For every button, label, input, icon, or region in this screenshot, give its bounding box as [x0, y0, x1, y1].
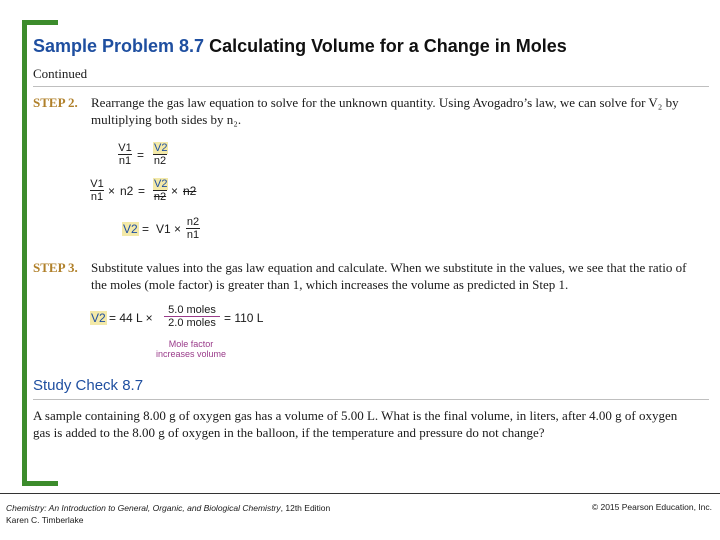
frame-top-bar [22, 20, 58, 25]
calc-den: 2.0 moles [168, 317, 216, 329]
eq2-n2-b: n2 [183, 184, 197, 198]
eq2-a-num: V1 [90, 178, 104, 190]
calc-v2: V2 [91, 311, 106, 325]
step-2-label: STEP 2. [33, 95, 78, 110]
study-check-text: A sample containing 8.00 g of oxygen gas has a volume of 5.00 L. What is the final volume, in liters, after 4.00 g of oxygen gas is added to the 8.00 g of oxygen in the balloon, if the temperature and pressure do not change? [33, 408, 678, 440]
eq3-times: × [174, 222, 182, 236]
equation-2 [90, 178, 210, 208]
calc-mole-fraction [164, 304, 220, 329]
eq2-b-den: n2 [153, 191, 167, 203]
footer-divider [0, 493, 720, 494]
eq1-equals: = [137, 148, 145, 162]
page-title [33, 36, 567, 57]
step-3-text: Substitute values into the gas law equation and calculate. When we substitute in the values, we see that the ratio of the moles (mole factor) is greater than 1, which increases the volume as predicted in Step 1. [91, 260, 687, 292]
header-divider [33, 86, 709, 87]
problem-name: Calculating Volume for a Change in Moles [209, 36, 567, 56]
eq2-a-den: n1 [90, 191, 104, 203]
eq2-n2: n2 [120, 184, 134, 198]
frame-bottom-bar [22, 481, 58, 486]
eq2-equals: = [138, 184, 146, 198]
footer-edition: , 12th Edition [280, 503, 331, 513]
eq2-a-fraction [90, 178, 104, 203]
equation-3 [122, 216, 212, 246]
eq3-den: n1 [186, 229, 200, 241]
frame-left-bar [22, 20, 27, 486]
eq1-rhs-num: V2 [154, 142, 168, 154]
mole-factor-line-2: increases volume [156, 349, 227, 359]
eq2-b-num: V2 [154, 178, 168, 190]
eq3-fraction [186, 216, 200, 241]
eq1-rhs-den: n2 [153, 155, 167, 167]
eq1-rhs-fraction [153, 142, 167, 167]
footer-author: Karen C. Timberlake [6, 515, 84, 525]
continued-label: Continued [33, 66, 88, 81]
problem-number: Sample Problem 8.7 [33, 36, 205, 56]
eq2-times-2: × [171, 184, 179, 198]
step-3-label: STEP 3. [33, 260, 78, 275]
eq2-times: × [108, 184, 116, 198]
equation-1 [118, 142, 178, 172]
mole-factor-line-1: Mole factor [168, 339, 214, 349]
calc-lhs: = 44 L × [109, 311, 153, 325]
calc-num: 5.0 moles [164, 304, 220, 317]
mole-factor-note [156, 339, 226, 359]
step-2-text: Rearrange the gas law equation to solve for the unknown quantity. Using Avogadro’s law, we can solve for V₂ by multiplying both sides by n₂. [91, 95, 679, 127]
eq2-b-fraction [153, 178, 167, 203]
study-check-title: Study Check 8.7 [33, 377, 144, 394]
eq3-num: n2 [186, 216, 200, 228]
footer-citation [6, 502, 330, 526]
eq3-v2: V2 [123, 222, 138, 236]
calc-result: = 110 L [224, 311, 264, 325]
footer-book-title: Chemistry: An Introduction to General, Organic, and Biological Chemistry [6, 503, 281, 513]
calculation [90, 302, 280, 338]
study-divider [33, 399, 709, 400]
eq1-lhs-den: n1 [118, 155, 132, 167]
eq3-equals: = [142, 222, 150, 236]
eq1-lhs-fraction [118, 142, 132, 167]
footer-copyright: © 2015 Pearson Education, Inc. [591, 502, 712, 512]
eq1-lhs-num: V1 [118, 142, 132, 154]
eq3-v1: V1 [156, 222, 171, 236]
